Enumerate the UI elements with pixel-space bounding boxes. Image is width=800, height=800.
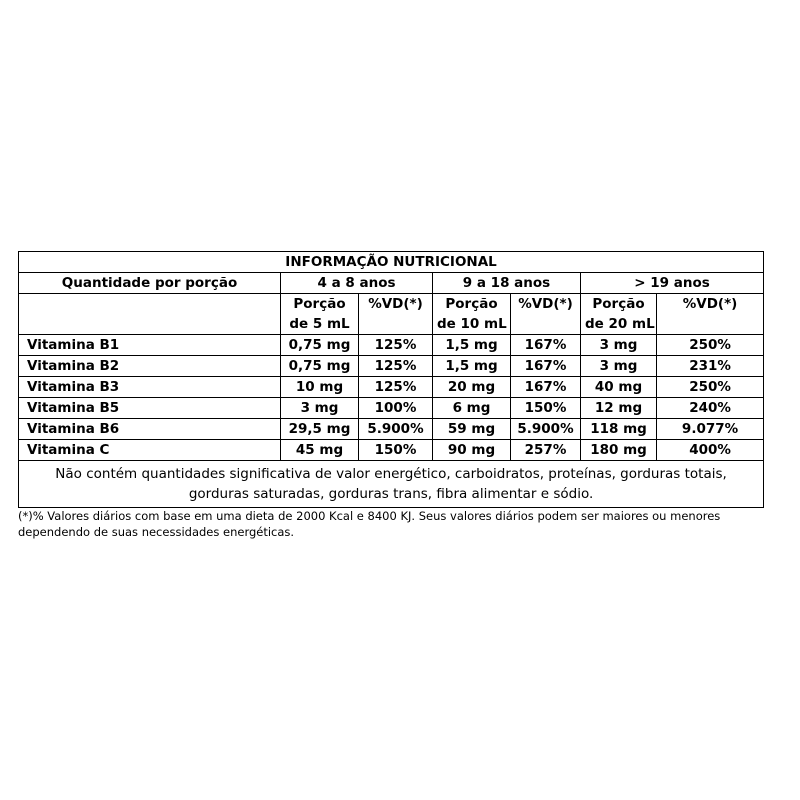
table-row: [19, 377, 764, 398]
portion-5ml-header: [281, 294, 359, 335]
age-group-row: [19, 273, 764, 294]
age-group-1: 4 a 8 anos: [281, 273, 433, 294]
sub-header-blank: [19, 294, 281, 335]
portion-20ml-header: [581, 294, 657, 335]
cell-value: 231%: [657, 356, 764, 377]
nutrition-table: [18, 251, 764, 508]
cell-value: 400%: [657, 440, 764, 461]
cell-value: 118 mg: [581, 419, 657, 440]
cell-value: 1,5 mg: [433, 335, 511, 356]
age-group-3: > 19 anos: [581, 273, 764, 294]
table-title: INFORMAÇÃO NUTRICIONAL: [19, 252, 764, 273]
cell-value: 125%: [359, 356, 433, 377]
portion-label: Porção: [293, 296, 346, 312]
cell-value: 20 mg: [433, 377, 511, 398]
cell-value: 59 mg: [433, 419, 511, 440]
table-row: [19, 440, 764, 461]
cell-value: 240%: [657, 398, 764, 419]
vd-header-3: %VD(*): [657, 294, 764, 335]
portion-amount: de 5 mL: [289, 316, 350, 332]
cell-value: 9.077%: [657, 419, 764, 440]
portion-amount: de 20 mL: [585, 316, 655, 332]
nutrition-note: Não contém quantidades significativa de valor energético, carboidratos, proteínas, gorduras totais, gorduras saturadas, gorduras trans, fibra alimentar e sódio.: [19, 461, 764, 508]
nutrient-name: Vitamina B2: [19, 356, 281, 377]
cell-value: 257%: [511, 440, 581, 461]
table-row: [19, 356, 764, 377]
table-title-row: [19, 252, 764, 273]
cell-value: 3 mg: [581, 356, 657, 377]
table-row: [19, 398, 764, 419]
note-row: [19, 461, 764, 508]
portion-amount: de 10 mL: [437, 316, 507, 332]
cell-value: 0,75 mg: [281, 356, 359, 377]
nutrition-table-wrapper: [18, 251, 763, 508]
nutrient-name: Vitamina C: [19, 440, 281, 461]
cell-value: 3 mg: [281, 398, 359, 419]
cell-value: 29,5 mg: [281, 419, 359, 440]
nutrient-name: Vitamina B6: [19, 419, 281, 440]
cell-value: 90 mg: [433, 440, 511, 461]
vd-header-2: %VD(*): [511, 294, 581, 335]
cell-value: 6 mg: [433, 398, 511, 419]
cell-value: 5.900%: [359, 419, 433, 440]
table-row: [19, 419, 764, 440]
cell-value: 250%: [657, 377, 764, 398]
cell-value: 45 mg: [281, 440, 359, 461]
sub-header-row: [19, 294, 764, 335]
cell-value: 125%: [359, 377, 433, 398]
cell-value: 125%: [359, 335, 433, 356]
cell-value: 0,75 mg: [281, 335, 359, 356]
cell-value: 150%: [511, 398, 581, 419]
cell-value: 10 mg: [281, 377, 359, 398]
cell-value: 5.900%: [511, 419, 581, 440]
nutrient-name: Vitamina B1: [19, 335, 281, 356]
cell-value: 1,5 mg: [433, 356, 511, 377]
cell-value: 40 mg: [581, 377, 657, 398]
cell-value: 150%: [359, 440, 433, 461]
portion-label: Porção: [592, 296, 645, 312]
cell-value: 167%: [511, 335, 581, 356]
table-row: [19, 335, 764, 356]
age-group-2: 9 a 18 anos: [433, 273, 581, 294]
portion-label: Porção: [445, 296, 498, 312]
cell-value: 167%: [511, 356, 581, 377]
cell-value: 167%: [511, 377, 581, 398]
footnote: (*)% Valores diários com base em uma dieta de 2000 Kcal e 8400 KJ. Seus valores diários podem ser maiores ou menores dependendo de suas necessidades energéticas.: [18, 509, 721, 539]
cell-value: 100%: [359, 398, 433, 419]
cell-value: 3 mg: [581, 335, 657, 356]
cell-value: 12 mg: [581, 398, 657, 419]
vd-header-1: %VD(*): [359, 294, 433, 335]
portion-header: Quantidade por porção: [19, 273, 281, 294]
nutrient-name: Vitamina B3: [19, 377, 281, 398]
cell-value: 250%: [657, 335, 764, 356]
portion-10ml-header: [433, 294, 511, 335]
nutrient-name: Vitamina B5: [19, 398, 281, 419]
cell-value: 180 mg: [581, 440, 657, 461]
